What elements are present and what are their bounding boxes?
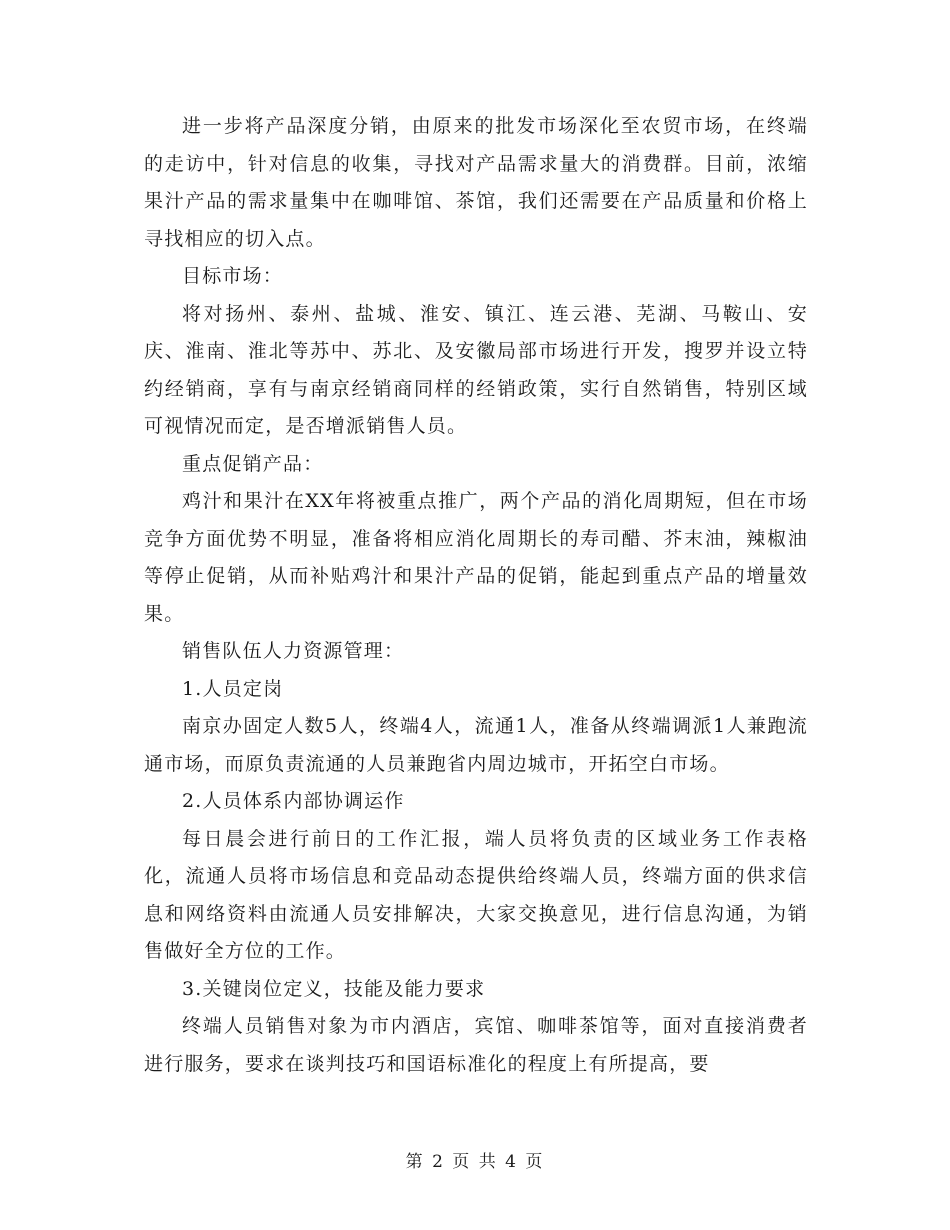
- heading-target-market: 目标市场：: [182, 265, 284, 287]
- paragraph-staffing: 南京办固定人数5人，终端4人，流通1人，准备从终端调派1人兼跑流通市场，而原负责流通的人员兼跑省内周边城市，开拓空白市场。: [144, 715, 808, 775]
- paragraph-distribution: 进一步将产品深度分销，由原来的批发市场深化至农贸市场，在终端的走访中，针对信息的收集，寻找对产品需求量大的消费群。目前，浓缩果汁产品的需求量集中在咖啡馆、茶馆，我们还需要在产品质量和价格上寻找相应的切入点。: [144, 115, 808, 250]
- heading-sales-team: 销售队伍人力资源管理：: [182, 640, 405, 662]
- paragraph-key-products: 鸡汁和果汁在XX年将被重点推广，两个产品的消化周期短，但在市场竞争方面优势不明显，准备将相应消化周期长的寿司醋、芥末油，辣椒油等停止促销，从而补贴鸡汁和果汁产品的促销，能起到重点产品的增量效果。: [144, 490, 808, 625]
- paragraph-key-roles: 终端人员销售对象为市内酒店，宾馆、咖啡茶馆等，面对直接消费者进行服务，要求在谈判技巧和国语标准化的程度上有所提高，要: [144, 1015, 808, 1075]
- document-body: [144, 108, 808, 1083]
- subheading-key-roles: 3.关键岗位定义，技能及能力要求: [182, 977, 486, 1000]
- paragraph-coordination: 每日晨会进行前日的工作汇报，端人员将负责的区域业务工作表格化，流通人员将市场信息和竞品动态提供给终端人员，终端方面的供求信息和网络资料由流通人员安排解决，大家交换意见，进行信息沟通，为销售做好全方位的工作。: [144, 827, 808, 962]
- subheading-staffing: 1.人员定岗: [182, 677, 284, 700]
- heading-key-products: 重点促销产品：: [182, 452, 324, 475]
- paragraph-target-market: 将对扬州、泰州、盐城、淮安、镇江、连云港、芜湖、马鞍山、安庆、淮南、淮北等苏中、苏北、及安徽局部市场进行开发，搜罗并设立特约经销商，享有与南京经销商同样的经销政策，实行自然销售，特别区域可视情况而定，是否增派销售人员。: [144, 302, 808, 437]
- page-number-footer: 第 2 页 共 4 页: [405, 1152, 545, 1172]
- subheading-coordination: 2.人员体系内部协调运作: [182, 790, 405, 812]
